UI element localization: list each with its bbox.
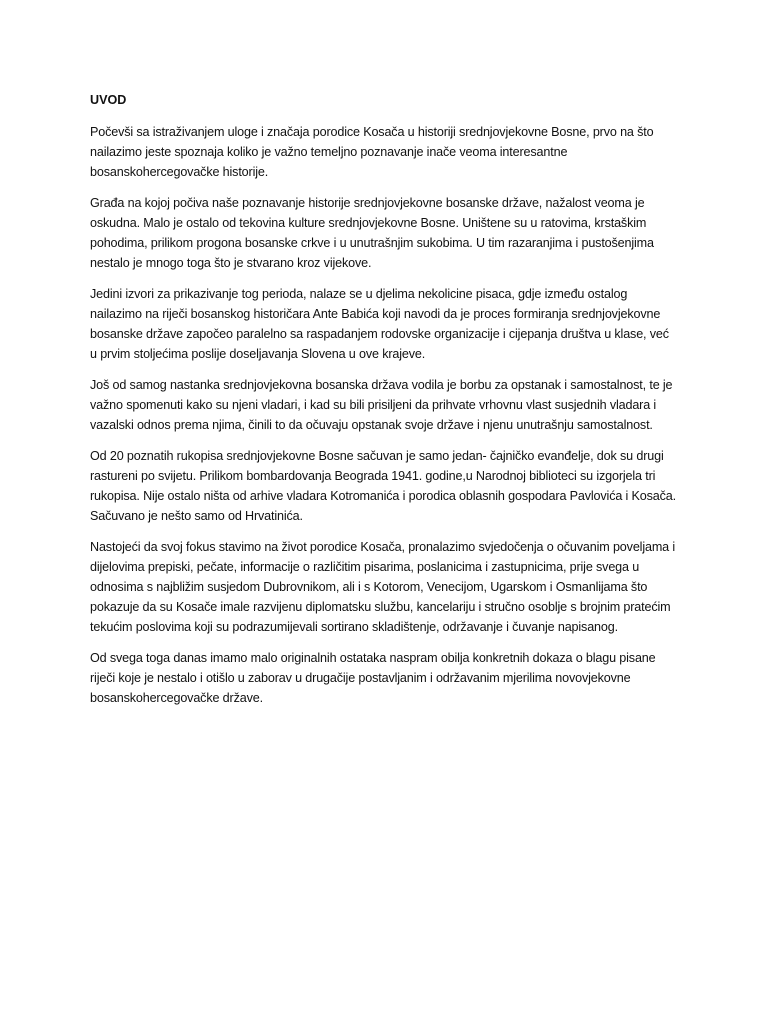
paragraph-2: Građa na kojoj počiva naše poznavanje historije srednjovjekovne bosanske države, nažalost veoma je oskudna. Malo je ostalo od tekovina kulture srednjovjekovne Bosne. Uništene su u ratovima, krstaškim pohodima, prilikom progona bosanske crkve i u unutrašnjim sukobima. U tim razaranjima i pustošenjima nestalo je mnogo toga što je stvarano kroz vijekove. <box>90 196 654 270</box>
document-body <box>90 90 678 719</box>
paragraph-4: Još od samog nastanka srednjovjekovna bosanska država vodila je borbu za opstanak i samostalnost, te je važno spomenuti kako su njeni vladari, i kad su bili prisiljeni da prihvate vrhovnu vlast susjednih vladara i vazalski odnos prema njima, činili to da očuvaju opstanak svoje države i njenu unutrašnju samostalnost. <box>90 378 673 432</box>
paragraph-5: Od 20 poznatih rukopisa srednjovjekovne Bosne sačuvan je samo jedan- čajničko evanđelje, dok su drugi rastureni po svijetu. Prilikom bombardovanja Beograda 1941. godine,u Narodnoj biblioteci su izgorjela tri rukopisa. Nije ostalo ništa od arhive vladara Kotromanića i porodica oblasnih gospodara Pavlovića i Kosača. Sačuvano je nešto samo od Hrvatinića. <box>90 449 676 523</box>
section-heading: UVOD <box>90 93 127 107</box>
paragraph-3: Jedini izvori za prikazivanje tog perioda, nalaze se u djelima nekolicine pisaca, gdje između ostalog nailazimo na riječi bosanskog historičara Ante Babića koji navodi da je proces formiranja srednjovjekovne bosanske države započeo paralelno sa raspadanjem rodovske organizacije i cijepanja društva u klase, već u prvim stoljećima poslije doseljavanja Slovena u ove krajeve. <box>90 287 669 361</box>
paragraph-7: Od svega toga danas imamo malo originalnih ostataka naspram obilja konkretnih dokaza o blagu pisane riječi koje je nestalo i otišlo u zaborav u drugačije postavljanim i održavanim mjerilima novovjekovne bosanskohercegovačke države. <box>90 651 656 705</box>
paragraph-6: Nastojeći da svoj fokus stavimo na život porodice Kosača, pronalazimo svjedočenja o očuvanim poveljama i dijelovima prepiski, pečate, informacije o različitim pisarima, poslanicima i zastupnicima, prije svega u odnosima s najbližim susjedom Dubrovnikom, ali i s Kotorom, Venecijom, Ugarskom i Osmanlijama što pokazuje da su Kosače imale razvijenu diplomatsku službu, kancelariju i stručno osoblje s brojnim pratećim tekućim poslovima koji su podrazumijevali sortirano skladištenje, održavanje i čuvanje napisanog. <box>90 540 676 634</box>
paragraph-1: Počevši sa istraživanjem uloge i značaja porodice Kosača u historiji srednjovjekovne Bosne, prvo na što nailazimo jeste spoznaja koliko je važno temeljno poznavanje inače veoma interesantne bosanskohercegovačke historije. <box>90 125 654 179</box>
